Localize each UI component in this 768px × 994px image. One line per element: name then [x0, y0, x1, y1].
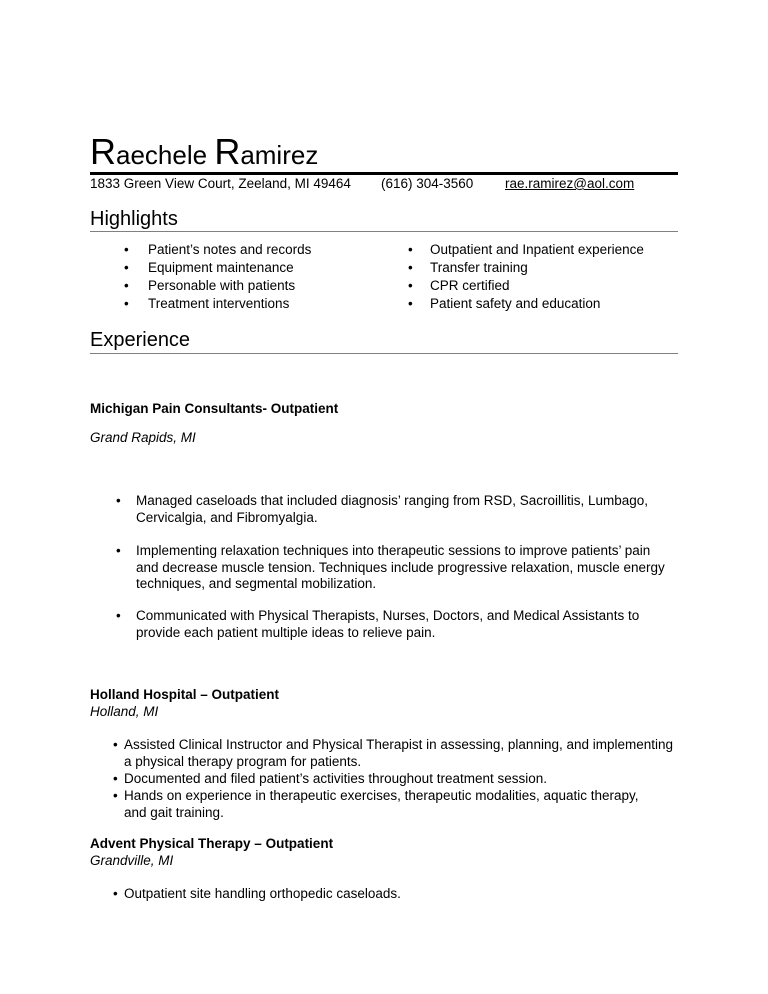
highlight-item: Personable with patients	[148, 278, 296, 293]
bullet-icon: •	[113, 886, 118, 901]
contact-email-link[interactable]: rae.ramirez@aol.com	[505, 176, 635, 191]
job-bullet-text: Documented and filed patient’s activities throughout treatment session.	[124, 771, 547, 786]
experience-divider	[90, 353, 678, 354]
job-bullet-text: Assisted Clinical Instructor and Physical Therapist in assessing, planning, and implementing a physical therapy program for patients.	[124, 737, 674, 769]
bullet-icon: •	[116, 543, 121, 558]
bullet-icon: •	[113, 788, 118, 803]
job-bullet-text: Communicated with Physical Therapists, Nurses, Doctors, and Medical Assistants to provide each patient multiple ideas to relieve pain.	[136, 608, 640, 640]
bullet-icon: •	[116, 608, 121, 623]
experience-heading: Experience	[90, 329, 191, 351]
bullet-icon: •	[408, 296, 413, 311]
bullet-icon: •	[116, 493, 121, 508]
highlight-item: Patient safety and education	[430, 296, 601, 311]
candidate-name: Raechele Ramirez	[90, 131, 319, 172]
job-title: Advent Physical Therapy – Outpatient	[90, 836, 334, 851]
job-location: Grand Rapids, MI	[90, 430, 196, 445]
job-location: Grandville, MI	[90, 853, 174, 868]
bullet-icon: •	[124, 296, 129, 311]
highlight-item: Transfer training	[430, 260, 528, 275]
highlight-item: Treatment interventions	[148, 296, 290, 311]
bullet-icon: •	[124, 242, 129, 257]
header-divider	[90, 172, 678, 175]
job-bullet-text: Managed caseloads that included diagnosis’ ranging from RSD, Sacroillitis, Lumbago, Cervicalgia, and Fibromyalgia.	[136, 493, 649, 525]
bullet-icon: •	[408, 278, 413, 293]
bullet-icon: •	[408, 242, 413, 257]
bullet-icon: •	[408, 260, 413, 275]
bullet-icon: •	[124, 278, 129, 293]
job-bullet-text: Hands on experience in therapeutic exercises, therapeutic modalities, aquatic therapy, and gait training.	[124, 788, 639, 820]
bullet-icon: •	[124, 260, 129, 275]
highlight-item: Outpatient and Inpatient experience	[430, 242, 644, 257]
job-title: Holland Hospital – Outpatient	[90, 687, 280, 702]
highlight-item: Patient’s notes and records	[148, 242, 312, 257]
bullet-icon: •	[113, 737, 118, 752]
bullet-icon: •	[113, 771, 118, 786]
highlight-item: CPR certified	[430, 278, 510, 293]
highlights-divider	[90, 231, 678, 232]
job-location: Holland, MI	[90, 704, 159, 719]
job-bullet-text: Outpatient site handling orthopedic caseloads.	[124, 886, 401, 901]
contact-address: 1833 Green View Court, Zeeland, MI 49464	[90, 176, 351, 191]
highlights-heading: Highlights	[90, 208, 178, 230]
highlight-item: Equipment maintenance	[148, 260, 294, 275]
job-bullet-text: Implementing relaxation techniques into therapeutic sessions to improve patients’ pain and decrease muscle tension. Techniques include progressive relaxation, muscle energy techniques, and segmental mobilization.	[136, 543, 665, 591]
job-title: Michigan Pain Consultants- Outpatient	[90, 401, 339, 416]
contact-phone: (616) 304-3560	[381, 176, 474, 191]
